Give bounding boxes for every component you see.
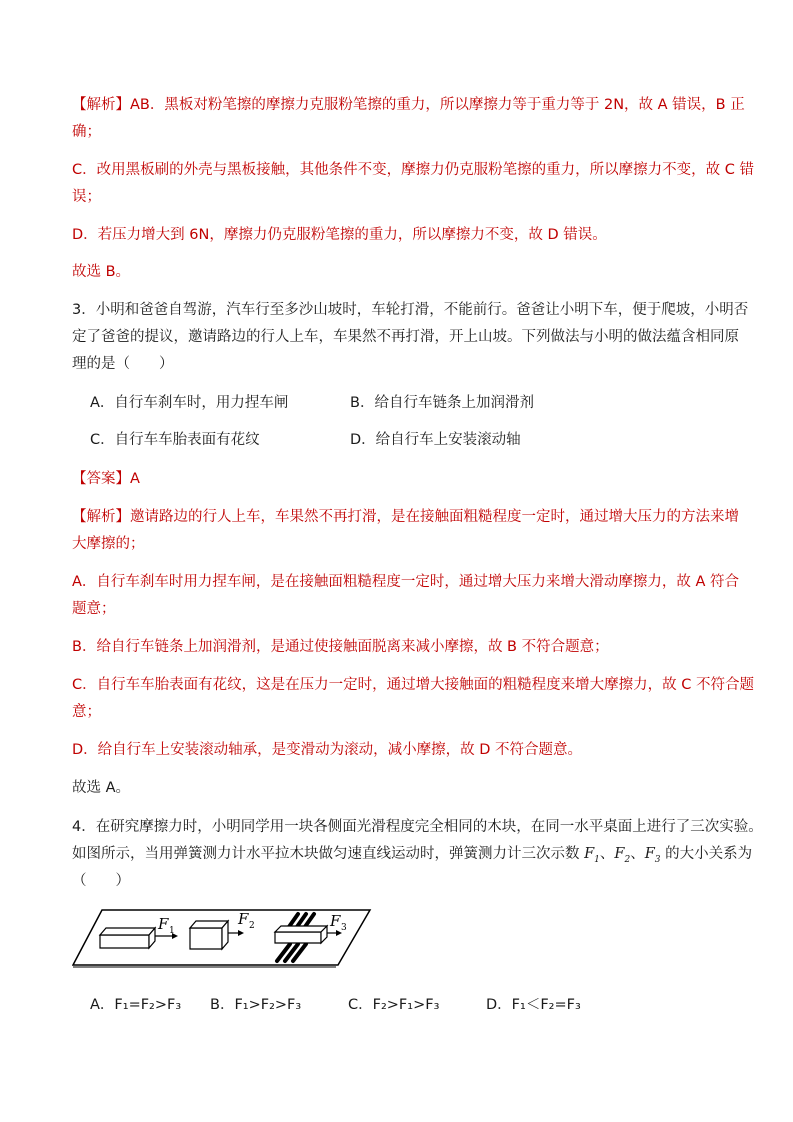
q3-conclusion: 故选 A。 <box>72 780 131 796</box>
arrow-f2 <box>228 930 244 936</box>
q4-option-a: A．F₁=F₂>F₃ <box>90 997 182 1013</box>
f3-sub: 3 <box>341 923 347 933</box>
f2-symbol: $F_2$ <box>614 846 631 865</box>
q4-stem-line-3: （ ） <box>72 873 130 889</box>
q3-analysis-line-3: A．自行车刹车时用力捏车闸，是在接触面粗糙程度一定时，通过增大压力来增大滑动摩擦力，故 A 符合 <box>72 574 740 590</box>
q4-option-c: C．F₂>F₁>F₃ <box>348 997 440 1013</box>
arrow-f3 <box>327 930 342 936</box>
q3-stem-line-2: 定了爸爸的提议，邀请路边的行人上车，车果然不再打滑，开上山坡。下列做法与小明的做法蕴含相同原 <box>72 329 739 345</box>
f2-sub: 2 <box>249 921 255 931</box>
q3-answer: 【答案】A <box>72 471 140 487</box>
q3-analysis-line-4: 题意； <box>72 601 116 617</box>
figure-svg <box>72 906 372 968</box>
q3-analysis-line-7: 意； <box>72 704 101 720</box>
q2-analysis-line-5: D．若压力增大到 6N，摩擦力仍克服粉笔擦的重力，所以摩擦力不变，故 D 错误。 <box>72 227 607 243</box>
q3-analysis-line-6: C．自行车车胎表面有花纹，这是在压力一定时，通过增大接触面的粗糙程度来增大摩擦力，故 C 不符合题 <box>72 677 754 693</box>
q4-stem-line-2: 如图所示，当用弹簧测力计水平拉木块做匀速直线运动时，弹簧测力计三次示数 $F_1$、$F_2$、$F_3$ 的大小关系为 <box>72 846 753 865</box>
friction-experiment-figure <box>72 906 372 972</box>
q2-analysis-line-2: 确； <box>72 124 101 140</box>
q3-analysis-line-5: B．给自行车链条上加润滑剂，是通过使接触面脱离来减小摩擦，故 B 不符合题意； <box>72 639 609 655</box>
q4-option-b: B．F₁>F₂>F₃ <box>210 997 302 1013</box>
q3-option-d: D．给自行车上安装滚动轴 <box>350 432 521 448</box>
q3-option-b: B．给自行车链条上加润滑剂 <box>350 395 534 411</box>
block-3-on-rollers <box>275 926 327 943</box>
q4-stem-line-1: 4．在研究摩擦力时，小明同学用一块各侧面光滑程度完全相同的木块，在同一水平桌面上进行了三次实验。 <box>72 819 763 835</box>
q3-stem-line-1: 3．小明和爸爸自驾游，汽车行至多沙山坡时，车轮打滑，不能前行。爸爸让小明下车，便于爬坡，小明否 <box>72 302 749 318</box>
q2-analysis-line-1: 【解析】AB．黑板对粉笔擦的摩擦力克服粉笔擦的重力，所以摩擦力等于重力等于 2N，故 A 错误，B 正 <box>72 97 745 113</box>
q3-option-a: A．自行车刹车时，用力捏车闸 <box>90 395 289 411</box>
q2-analysis-line-3: C．改用黑板刷的外壳与黑板接触，其他条件不变，摩擦力仍克服粉笔擦的重力，所以摩擦力不变，故 C 错 <box>72 162 754 178</box>
q4-option-d: D．F₁＜F₂=F₃ <box>486 997 581 1013</box>
f3-label: F <box>330 912 341 930</box>
f1-symbol: $F_1$ <box>584 846 600 865</box>
q3-analysis-line-1: 【解析】邀请路边的行人上车，车果然不再打滑，是在接触面粗糙程度一定时，通过增大压力的方法来增 <box>72 509 739 525</box>
q3-option-c: C．自行车车胎表面有花纹 <box>90 432 260 448</box>
q2-conclusion: 故选 B。 <box>72 264 131 280</box>
f3-symbol: $F_3$ <box>644 846 661 865</box>
q2-analysis-line-4: 误； <box>72 189 101 205</box>
q4-stem-line-2-tail: 的大小关系为 <box>660 846 753 862</box>
f1-sub: 1 <box>169 926 175 936</box>
f1-label: F <box>158 915 169 933</box>
q4-stem-line-2-text: 如图所示，当用弹簧测力计水平拉木块做匀速直线运动时，弹簧测力计三次示数 <box>72 846 585 862</box>
f2-label: F <box>238 910 249 928</box>
q3-analysis-line-8: D．给自行车上安装滚动轴承，是变滑动为滚动，减小摩擦，故 D 不符合题意。 <box>72 742 583 758</box>
q3-stem-line-3: 理的是（ ） <box>72 356 174 372</box>
block-2-upright <box>190 921 228 949</box>
block-1-flat <box>100 928 155 948</box>
q3-analysis-line-2: 大摩擦的； <box>72 536 145 552</box>
